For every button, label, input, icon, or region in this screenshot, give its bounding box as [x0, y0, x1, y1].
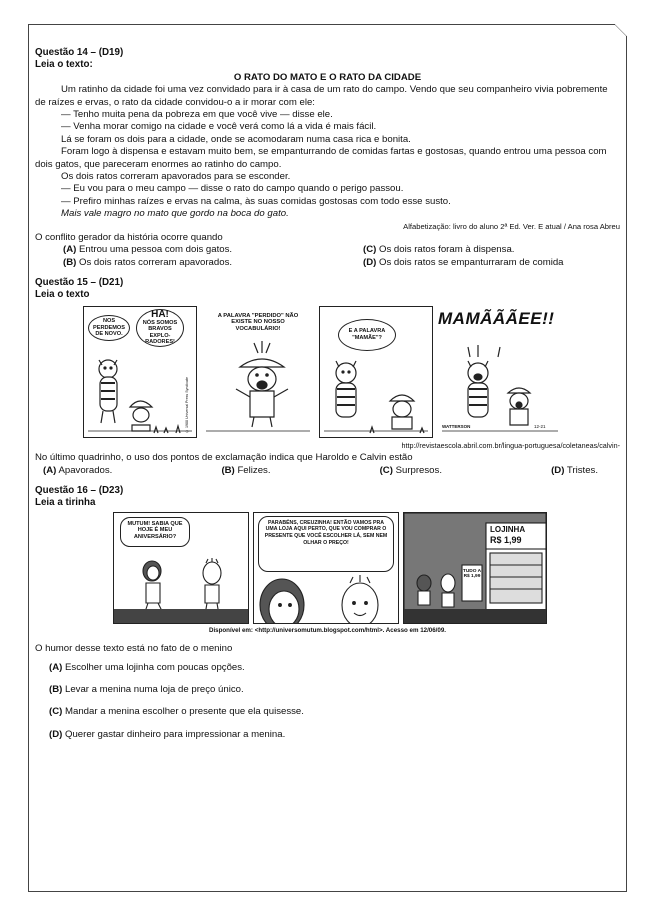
- comic-panel-2: [201, 306, 315, 438]
- option-text: Querer gastar dinheiro para impressionar a menina.: [65, 728, 286, 740]
- option-letter: (D): [49, 728, 63, 740]
- story-paragraph: Lá se foram os dois para a cidade, onde se acomodaram numa casa rica e bonita.: [61, 133, 411, 145]
- option-letter: (D): [551, 464, 565, 476]
- artist-signature: WATTERSON: [442, 423, 471, 429]
- question-14-prompt: O conflito gerador da história ocorre quando: [35, 231, 223, 243]
- strip-date: 12-21: [534, 423, 546, 429]
- comic-panel-1: [113, 512, 249, 624]
- option-letter: (B): [63, 256, 77, 268]
- speech-bubble: MUTUM! SABIA QUE HOJE É MEU ANIVERSÁRIO?: [120, 517, 190, 547]
- option-text: Mandar a menina escolher o presente que ela quisesse.: [65, 706, 304, 718]
- comic-credit: Disponível em: <http://universomutum.blogspot.com/html>. Acesso em 12/06/09.: [208, 626, 446, 634]
- option-text: Entrou uma pessoa com dois gatos.: [79, 244, 233, 256]
- bubble-exclamation: HA!: [151, 308, 169, 320]
- document-content: [35, 47, 620, 741]
- option-text: Os dois ratos correram apavorados.: [79, 256, 233, 268]
- question-15-title: Questão 15 – (D21): [35, 276, 124, 288]
- option-text: Os dois ratos se empanturraram de comida: [379, 256, 564, 268]
- story-title: O RATO DO MATO E O RATO DA CIDADE: [233, 71, 422, 83]
- option-letter: (A): [63, 244, 77, 256]
- comic-panel-4: [437, 306, 563, 438]
- question-15-prompt: No último quadrinho, o uso dos pontos de exclamação indica que Haroldo e Calvin estão: [35, 452, 413, 464]
- story-paragraph: Um ratinho da cidade foi uma vez convidado para ir à casa de um rato do campo. Vendo que seu companheiro vivia pobremente de raízes e ervas, o rato da cidade convidou-o a ir morar com ele:: [35, 84, 608, 108]
- comic-shout: MAMÃÃÃEE!!: [438, 308, 555, 328]
- option-a[interactable]: [35, 662, 620, 674]
- option-b[interactable]: [35, 684, 620, 696]
- calvin-comic-strip: [83, 306, 563, 438]
- store-board: TUDO A R$ 1,99: [462, 568, 482, 580]
- option-letter: (C): [49, 706, 63, 718]
- option-b[interactable]: [221, 465, 270, 477]
- question-16-title: Questão 16 – (D23): [35, 484, 124, 496]
- option-letter: (B): [49, 683, 63, 695]
- option-letter: (A): [49, 661, 63, 673]
- speech-bubble: NOS PERDEMOS DE NOVO.: [88, 315, 130, 341]
- comic-caption: A PALAVRA "PERDIDO" NÃO EXISTE NO NOSSO VOCABULÁRIO!: [217, 312, 299, 332]
- mutum-comic-strip: [113, 512, 545, 624]
- option-text: Escolher uma lojinha com poucas opções.: [65, 661, 245, 673]
- option-b[interactable]: [35, 257, 335, 269]
- option-c[interactable]: [380, 465, 442, 477]
- comic-source-url: http://revistaescola.abril.com.br/lingua-portuguesa/coletaneas/calvin-: [401, 440, 620, 450]
- store-sign-name: LOJINHA: [490, 524, 526, 534]
- question-16-prompt: O humor desse texto está no fato de o menino: [35, 643, 233, 655]
- question-15-options: [35, 465, 620, 477]
- story-paragraph: Os dois ratos correram apavorados para se esconder.: [61, 171, 291, 183]
- story-source: Alfabetização: livro do aluno 2ª Ed. Ver. E atual / Ana rosa Abreu: [403, 221, 620, 231]
- option-letter: (D): [363, 256, 377, 268]
- story-dialogue: — Tenho muita pena da pobreza em que você vive — disse ele.: [61, 109, 333, 121]
- speech-bubble: [136, 309, 184, 347]
- copyright-text: © 1988 Universal Press Syndicate: [185, 376, 189, 433]
- option-a[interactable]: [35, 244, 335, 256]
- comic-panel-3: [319, 306, 433, 438]
- comic-panel-1: [83, 306, 197, 438]
- option-letter: (B): [221, 464, 235, 476]
- option-letter: (A): [43, 464, 57, 476]
- question-15-instruction: Leia o texto: [35, 289, 90, 301]
- option-c[interactable]: [335, 244, 620, 256]
- option-letter: (C): [363, 244, 377, 256]
- speech-bubble: PARABÉNS, CREUZINHA! ENTÃO VAMOS PRA UMA LOJA AQUI PERTO, QUE VOU COMPRAR O PRESENTE QUE VOCÊ ESCOLHER LÁ, SEM NEM OLHAR O PREÇO!: [258, 516, 394, 572]
- option-text: Levar a menina numa loja de preço único.: [65, 683, 244, 695]
- option-c[interactable]: [35, 706, 620, 718]
- question-14-instruction: Leia o texto:: [35, 59, 93, 71]
- question-14-options: [35, 244, 620, 269]
- option-d[interactable]: [551, 465, 598, 477]
- story-dialogue: — Eu vou para o meu campo — disse o rato do campo quando o perigo passou.: [61, 183, 404, 195]
- story-moral: Mais vale magro no mato que gordo na boca do gato.: [61, 208, 289, 220]
- speech-bubble: E A PALAVRA "MAMÃE"?: [338, 319, 396, 351]
- option-letter: (C): [379, 464, 393, 476]
- option-d[interactable]: [35, 729, 620, 741]
- story-paragraph: Foram logo à dispensa e estavam muito bem, se empanturrando de comidas fartas e gostosas, quando entrou uma pessoa com dois gatos, que pareceram enormes ao ratinho do campo.: [35, 146, 607, 170]
- option-text: Felizes.: [237, 464, 271, 476]
- comic-panel-2: [253, 512, 399, 624]
- option-text: Apavorados.: [58, 464, 113, 476]
- story-dialogue: — Venha morar comigo na cidade e você verá como lá a vida é mais fácil.: [61, 121, 377, 133]
- document-sheet: [28, 24, 627, 892]
- option-a[interactable]: [43, 465, 112, 477]
- option-text: Os dois ratos foram à dispensa.: [379, 244, 515, 256]
- page-fold: [615, 24, 627, 36]
- question-16-instruction: Leia a tirinha: [35, 497, 96, 509]
- store-sign-price: R$ 1,99: [490, 534, 522, 545]
- bubble-text: NÓS SOMOS BRAVOS EXPLO-RADORES!: [142, 319, 178, 346]
- comic-panel-3: [403, 512, 547, 624]
- option-text: Tristes.: [566, 464, 598, 476]
- option-d[interactable]: [335, 257, 620, 269]
- option-text: Surpresos.: [395, 464, 442, 476]
- story-dialogue: — Prefiro minhas raízes e ervas na calma, às suas comidas gostosas com todo esse susto.: [61, 195, 451, 207]
- question-14-title: Questão 14 – (D19): [35, 47, 124, 58]
